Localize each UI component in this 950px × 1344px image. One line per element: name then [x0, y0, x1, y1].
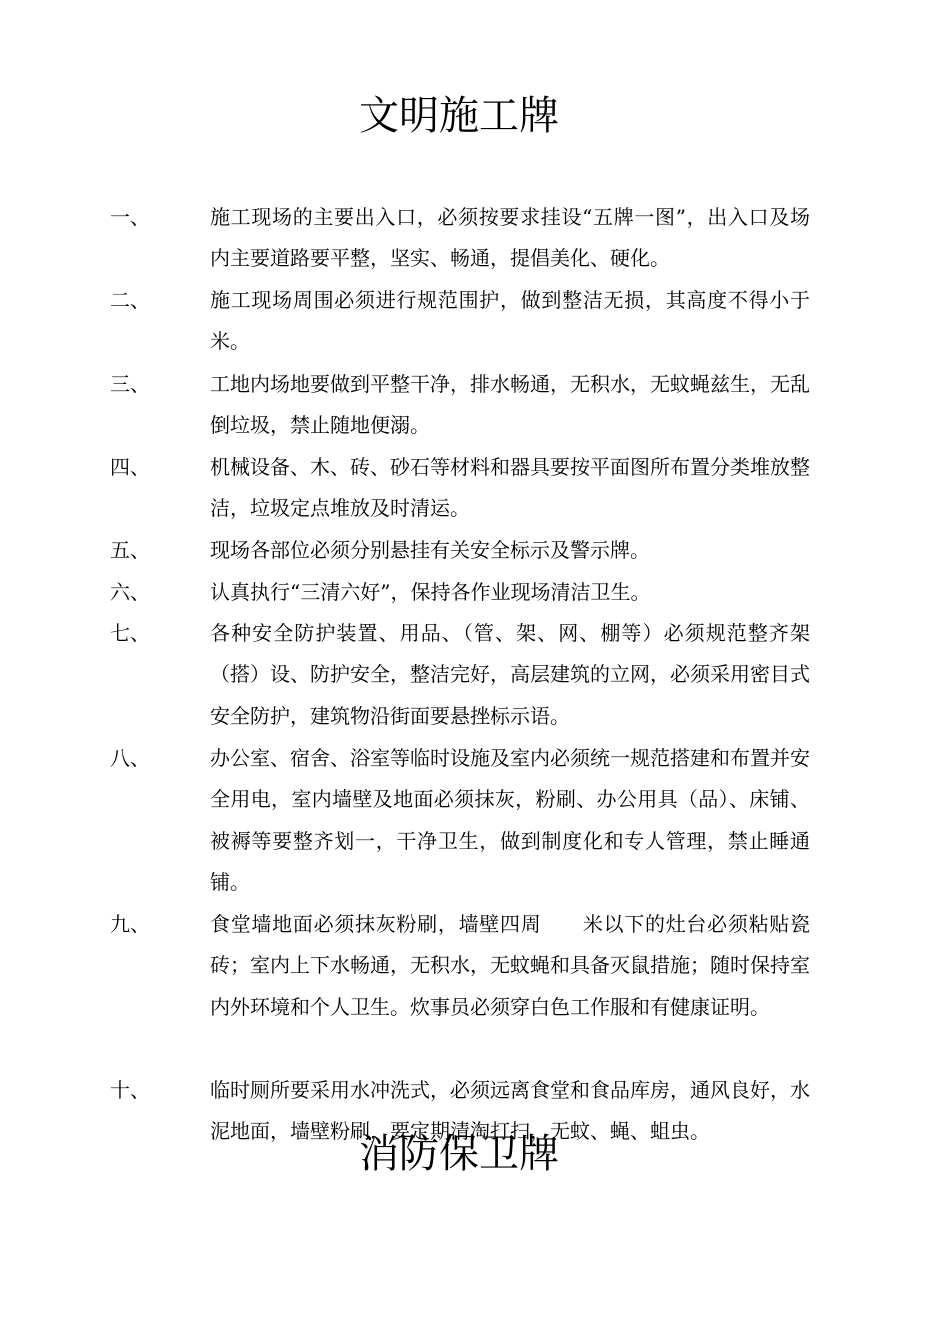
rule-text: 办公室、宿舍、浴室等临时设施及室内必须统一规范搭建和布置并安全用电，室内墙壁及地面必须抹灰，粉刷、办公用具（品）、床铺、被褥等要整齐划一，干净卫生，做到制度化和专人管理，禁止睡通铺。: [210, 746, 810, 894]
rule-text: 各种安全防护装置、用品、（管、架、网、棚等）必须规范整齐架（搭）设、防护安全，整洁完好，高层建筑的立网，必须采用密目式安全防护，建筑物沿街面要悬挫标示语。: [210, 621, 810, 728]
rule-text: 临时厕所要采用水冲洗式，必须远离食堂和食品库房，通风良好，水泥地面，墙壁粉刷，要定期清淘打扫，无蚊、蝇、蛆虫。: [210, 1078, 810, 1144]
rule-number: 一、: [110, 205, 150, 229]
section-title: 消防保卫牌: [359, 1131, 559, 1177]
rule-number: 十、: [110, 1078, 150, 1102]
rule-number: 九、: [110, 912, 150, 936]
rule-text: 食堂墙地面必须抹灰粉刷，墙壁四周 米以下的灶台必须粘贴瓷砖；室内上下水畅通，无积水，无蚊蝇和具备灭鼠措施；随时保持室内外环境和个人卫生。炊事员必须穿白色工作服和有健康证明。: [210, 912, 810, 1019]
rule-number: 二、: [110, 288, 150, 312]
rule-text: 施工现场周围必须进行规范围护，做到整洁无损，其高度不得小于 米。: [210, 288, 850, 354]
rule-text: 施工现场的主要出入口，必须按要求挂设“五牌一图”，出入口及场内主要道路要平整，坚实、畅通，提倡美化、硬化。: [210, 205, 810, 271]
page-title: 文明施工牌: [359, 93, 559, 139]
rule-number: 七、: [110, 621, 150, 645]
rule-number: 六、: [110, 580, 150, 604]
rule-text: 认真执行“三清六好”，保持各作业现场清洁卫生。: [210, 580, 651, 604]
rule-number: 三、: [110, 372, 150, 396]
rule-number: 五、: [110, 538, 150, 562]
rule-text: 机械设备、木、砖、砂石等材料和器具要按平面图所布置分类堆放整洁，垃圾定点堆放及时清运。: [210, 455, 810, 521]
rule-text: 现场各部位必须分别悬挂有关安全标示及警示牌。: [210, 538, 650, 562]
rule-number: 八、: [110, 746, 150, 770]
rule-number: 四、: [110, 455, 150, 479]
rule-text: 工地内场地要做到平整干净，排水畅通，无积水，无蚊蝇兹生，无乱倒垃圾，禁止随地便溺。: [210, 372, 810, 438]
